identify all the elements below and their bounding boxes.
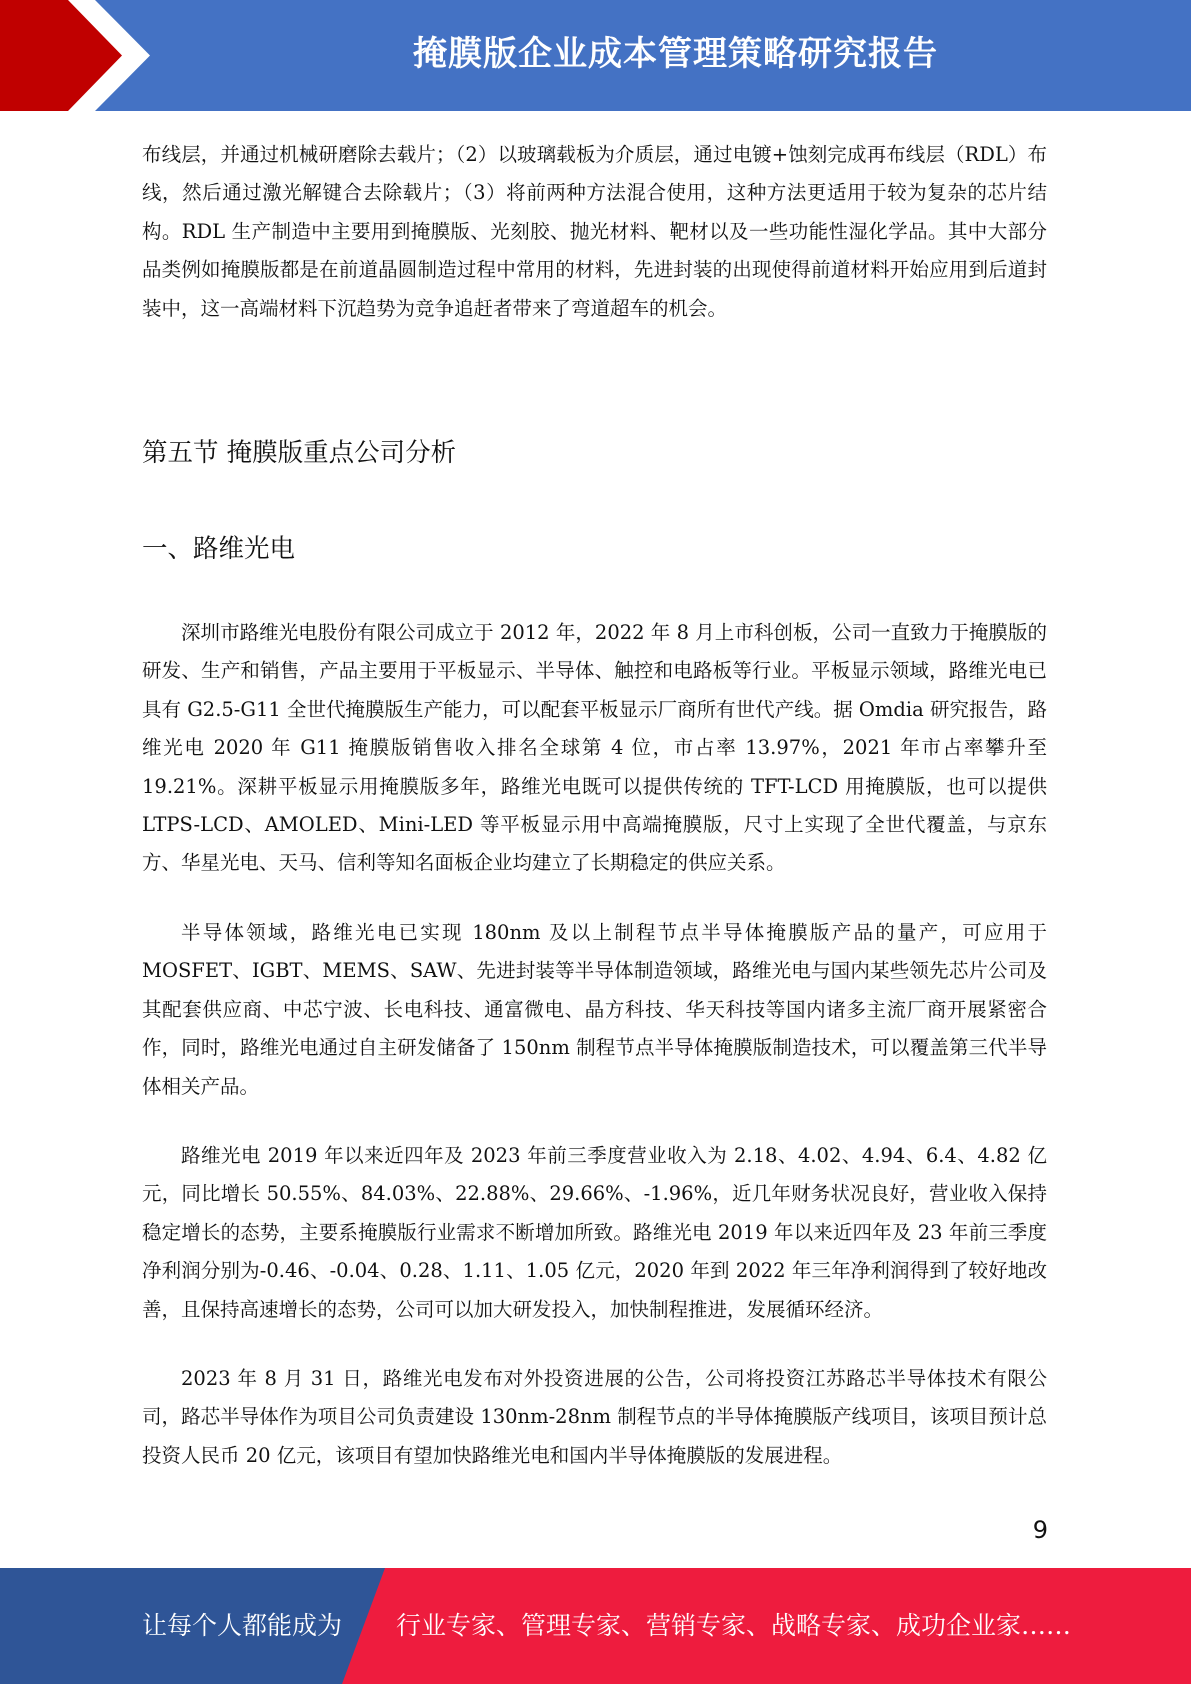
subsection-title: 一、路维光电 (142, 534, 296, 565)
footer-slogan-left: 让每个人都能成为 (142, 1611, 343, 1640)
page-number: 9 (1032, 1516, 1048, 1544)
document-body (142, 136, 1047, 1475)
continuation-paragraph: 布线层，并通过机械研磨除去载片；（2）以玻璃载板为介质层，通过电镀+蚀刻完成再布线层（RDL）布线，然后通过激光解键合去除载片；（3）将前两种方法混合使用，这种方法更适用于较为复杂的芯片结构。RDL 生产制造中主要用到掩膜版、光刻胶、抛光材料、靶材以及一些功能性湿化学品。其中大部分品类例如掩膜版都是在前道晶圆制造过程中常用的材料，先进封装的出现使得前道材料开始应用到后道封装中，这一高端材料下沉趋势为竞争追赶者带来了弯道超车的机会。 (142, 143, 1047, 320)
body-paragraph: 半导体领域，路维光电已实现 180nm 及以上制程节点半导体掩膜版产品的量产，可应用于 MOSFET、IGBT、MEMS、SAW、先进封装等半导体制造领域，路维光电与国内某些领先芯片公司及其配套供应商、中芯宁波、长电科技、通富微电、晶方科技、华天科技等国内诸多主流厂商开展紧密合作，同时，路维光电通过自主研发储备了 150nm 制程节点半导体掩膜版制造技术，可以覆盖第三代半导体相关产品。 (142, 920, 1047, 1098)
header-chevron-decoration (0, 0, 160, 111)
body-paragraph: 2023 年 8 月 31 日，路维光电发布对外投资进展的公告，公司将投资江苏路芯半导体技术有限公司，路芯半导体作为项目公司负责建设 130nm-28nm 制程节点的半导体掩膜版产线项目，该项目预计总投资人民币 20 亿元，该项目有望加快路维光电和国内半导体掩膜版的发展进程。 (142, 1366, 1047, 1467)
footer-slogan-right: 行业专家、管理专家、营销专家、战略专家、成功企业家…… (396, 1611, 1072, 1640)
report-title: 掩膜版企业成本管理策略研究报告 (413, 34, 938, 74)
header-banner (0, 0, 1191, 111)
body-paragraph: 深圳市路维光电股份有限公司成立于 2012 年，2022 年 8 月上市科创板，公司一直致力于掩膜版的研发、生产和销售，产品主要用于平板显示、半导体、触控和电路板等行业。平板显示领域，路维光电已具有 G2.5-G11 全世代掩膜版生产能力，可以配套平板显示厂商所有世代产线。据 Omdia 研究报告，路维光电 2020 年 G11 掩膜版销售收入排名全球第 4 位，市占率 13.97%，2021 年市占率攀升至 19.21%。深耕平板显示用掩膜版多年，路维光电既可以提供传统的 TFT-LCD 用掩膜版，也可以提供 LTPS-LCD、AMOLED、Mini-LED 等平板显示用中高端掩膜版，尺寸上实现了全世代覆盖，与京东方、华星光电、天马、信利等知名面板企业均建立了长期稳定的供应关系。 (142, 621, 1047, 875)
footer-banner (0, 1568, 1191, 1684)
section-title: 第五节 掩膜版重点公司分析 (142, 438, 457, 469)
paragraph-group (142, 614, 1047, 1475)
body-paragraph: 路维光电 2019 年以来近四年及 2023 年前三季度营业收入为 2.18、4.02、4.94、6.4、4.82 亿元，同比增长 50.55%、84.03%、22.88%、29.66%、-1.96%，近几年财务状况良好，营业收入保持稳定增长的态势，主要系掩膜版行业需求不断增加所致。路维光电 2019 年以来近四年及 23 年前三季度净利润分别为-0.46、-0.04、0.28、1.11、1.05 亿元，2020 年到 2022 年三年净利润得到了较好地改善，且保持高速增长的态势，公司可以加大研发投入，加快制程推进，发展循环经济。 (142, 1143, 1047, 1321)
